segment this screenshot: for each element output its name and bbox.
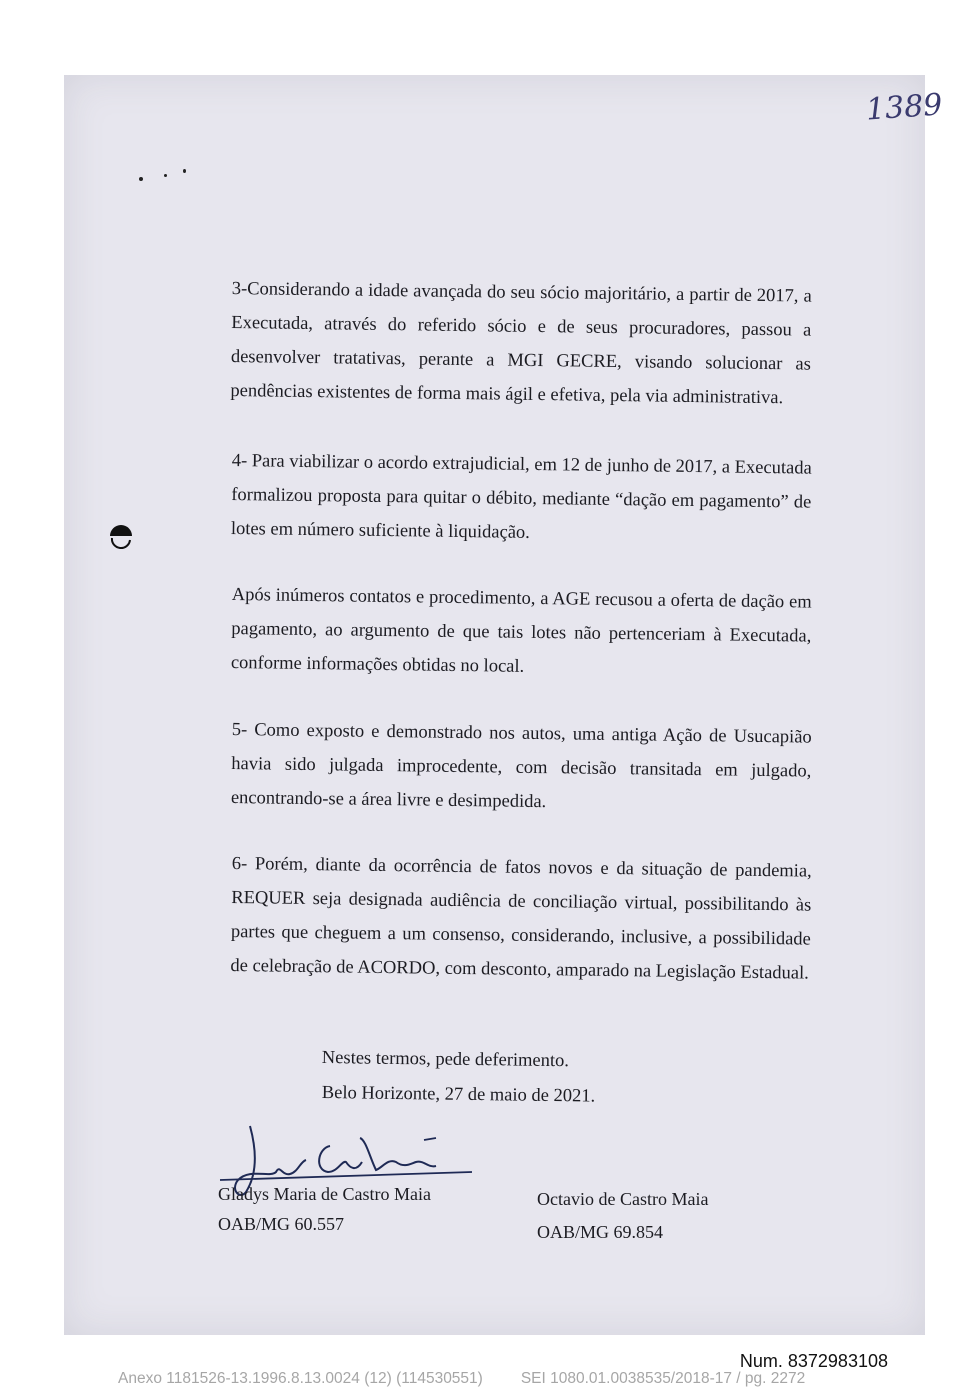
footer-sei: SEI 1080.01.0038535/2018-17 / pg. 2272 [520,1370,806,1387]
footer-annex: Anexo 1181526-13.1996.8.13.0024 (12) (114530551) [118,1370,483,1387]
paragraph-3: 3-Considerando a idade avançada do seu sócio majoritário, a partir de 2017, a Executada, através do referido sócio e de seus procuradores, passou a desenvolver tratativas, perante a MGI GECRE, visando solucionar as pendências existentes de forma mais ágil e efetiva, pela via administrativa. [230,278,812,409]
closing-request: Nestes termos, pede deferimento. [321,1048,570,1072]
scan-speck [139,177,143,181]
paragraph-5: 5- Como exposto e demonstrado nos autos, uma antiga Ação de Usucapião havia sido julgada improcedente, com decisão transitada em julgado, encontrando-se a área livre e desimpedida. [230,719,812,813]
scan-speck [164,174,167,177]
signatory-1-oab: OAB/MG 60.557 [218,1214,345,1234]
paragraph-4-continuation: Após inúmeros contatos e procedimento, a AGE recusou a oferta de dação em pagamento, ao argumento de que tais lotes não pertenceriam à Executada, conforme informações obtidas no local. [230,584,812,677]
scan-speck [183,169,186,173]
signatory-2-name: Octavio de Castro Maia [537,1189,709,1209]
signatory-2-oab: OAB/MG 69.854 [537,1222,664,1242]
scanned-page [64,75,925,1335]
place-and-date: Belo Horizonte, 27 de maio de 2021. [321,1083,596,1107]
page-number-stamp: 1389 [864,87,944,128]
punch-hole-mark [108,524,134,550]
footer [118,1370,843,1388]
paragraph-4: 4- Para viabilizar o acordo extrajudicial, em 12 de junho de 2017, a Executada formalizou proposta para quitar o débito, mediante “dação em pagamento” de lotes em número suficiente à liquidação. [230,450,812,543]
signatory-1-name: Gladys Maria de Castro Maia [218,1184,431,1204]
paragraph-6: 6- Porém, diante da ocorrência de fatos novos e da situação de pandemia, REQUER seja designada audiência de conciliação virtual, possibilitando às partes que cheguem a um consenso, considerando, inclusive, a possibilidade de celebração de ACORDO, com desconto, amparado na Legislação Estadual. [230,853,812,984]
document-number: Num. 8372983108 [739,1351,888,1371]
